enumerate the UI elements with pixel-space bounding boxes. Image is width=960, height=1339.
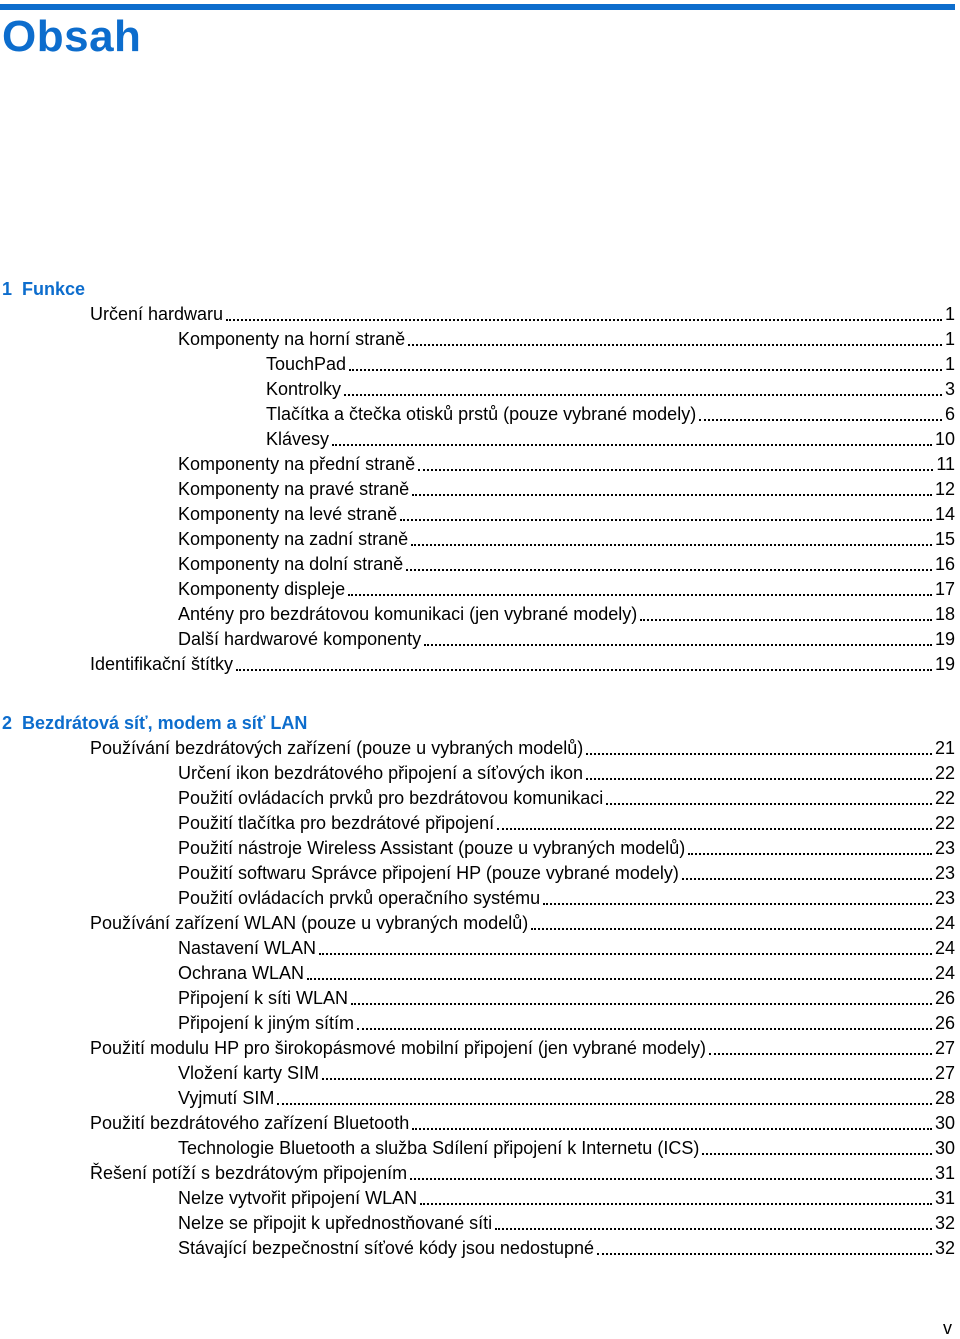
dot-leader (348, 593, 932, 596)
toc-entry-label: Komponenty displeje (178, 579, 346, 599)
toc-entry-label: Vyjmutí SIM (178, 1088, 275, 1108)
dot-leader (412, 493, 932, 496)
toc-entry-label: Řešení potíží s bezdrátovým připojením (90, 1163, 408, 1183)
toc-entry-label: Použití softwaru Správce připojení HP (pouze vybrané modely) (178, 863, 679, 883)
toc-entry[interactable] (0, 961, 955, 986)
toc-entry[interactable] (0, 402, 955, 427)
toc-entry[interactable] (0, 1086, 955, 1111)
dot-leader (400, 518, 932, 521)
toc-entry-label: Použití bezdrátového zařízení Bluetooth (90, 1113, 410, 1133)
chapter-title: Bezdrátová síť, modem a síť LAN (22, 713, 308, 733)
dot-leader (640, 618, 932, 621)
toc-entry[interactable] (0, 552, 955, 577)
toc-entry[interactable] (0, 811, 955, 836)
toc-entry-page: 10 (934, 429, 955, 449)
toc-entry-page: 12 (934, 479, 955, 499)
toc-entry-label: Stávající bezpečnostní síťové kódy jsou nedostupné (178, 1238, 595, 1258)
toc-entry-page: 22 (934, 788, 955, 808)
toc-entry-label: Komponenty na zadní straně (178, 529, 409, 549)
table-of-contents (0, 277, 955, 1261)
toc-entry[interactable] (0, 886, 955, 911)
dot-leader (351, 1002, 932, 1005)
chapter-number: 2 (2, 713, 13, 733)
toc-entry-page: 32 (934, 1213, 955, 1233)
toc-entry[interactable] (0, 302, 955, 327)
dot-leader (709, 1052, 932, 1055)
dot-leader (497, 827, 932, 830)
toc-entry-page: 1 (944, 329, 955, 349)
chapter-heading[interactable] (0, 711, 955, 736)
toc-entry-label: TouchPad (266, 354, 347, 374)
toc-entry-label: Identifikační štítky (90, 654, 234, 674)
chapter-heading[interactable] (0, 277, 955, 302)
toc-entry-page: 26 (934, 1013, 955, 1033)
toc-entry[interactable] (0, 1236, 955, 1261)
toc-entry-page: 26 (934, 988, 955, 1008)
dot-leader (349, 368, 942, 371)
toc-entry-label: Použití modulu HP pro širokopásmové mobilní připojení (jen vybrané modely) (90, 1038, 706, 1058)
toc-entry[interactable] (0, 1011, 955, 1036)
toc-entry-page: 27 (934, 1038, 955, 1058)
dot-leader (277, 1102, 932, 1105)
dot-leader (307, 977, 932, 980)
dot-leader (420, 1202, 932, 1205)
toc-entry[interactable] (0, 911, 955, 936)
dot-leader (586, 777, 932, 780)
toc-entry[interactable] (0, 452, 955, 477)
chapter-title: Funkce (22, 279, 86, 299)
toc-entry[interactable] (0, 736, 955, 761)
top-rule (0, 4, 955, 10)
toc-entry-label: Používání zařízení WLAN (pouze u vybraných modelů) (90, 913, 529, 933)
toc-entry-label: Určení ikon bezdrátového připojení a síťových ikon (178, 763, 583, 783)
toc-entry[interactable] (0, 527, 955, 552)
toc-entry[interactable] (0, 786, 955, 811)
toc-entry[interactable] (0, 1186, 955, 1211)
toc-entry[interactable] (0, 986, 955, 1011)
toc-entry-label: Použití tlačítka pro bezdrátové připojení (178, 813, 495, 833)
toc-entry-page: 23 (934, 863, 955, 883)
toc-entry-label: Vložení karty SIM (178, 1063, 320, 1083)
toc-entry-label: Nelze vytvořit připojení WLAN (178, 1188, 418, 1208)
dot-leader (412, 1127, 932, 1130)
toc-entry[interactable] (0, 861, 955, 886)
toc-entry-page: 31 (934, 1188, 955, 1208)
toc-entry-page: 24 (934, 963, 955, 983)
toc-entry-label: Použití nástroje Wireless Assistant (pouze u vybraných modelů) (178, 838, 686, 858)
toc-entry[interactable] (0, 602, 955, 627)
dot-leader (408, 343, 942, 346)
toc-entry-page: 27 (934, 1063, 955, 1083)
dot-leader (531, 927, 932, 930)
toc-entry-label: Připojení k jiným sítím (178, 1013, 355, 1033)
toc-entry[interactable] (0, 761, 955, 786)
toc-entry[interactable] (0, 1161, 955, 1186)
dot-leader (597, 1252, 932, 1255)
toc-entry[interactable] (0, 652, 955, 677)
dot-leader (411, 543, 932, 546)
dot-leader (688, 852, 932, 855)
toc-entry-label: Kontrolky (266, 379, 342, 399)
toc-entry[interactable] (0, 627, 955, 652)
toc-entry-page: 1 (944, 354, 955, 374)
toc-entry[interactable] (0, 1136, 955, 1161)
toc-entry-label: Připojení k síti WLAN (178, 988, 349, 1008)
toc-entry-label: Komponenty na přední straně (178, 454, 416, 474)
dot-leader (236, 668, 932, 671)
toc-entry-label: Tlačítka a čtečka otisků prstů (pouze vybrané modely) (266, 404, 697, 424)
toc-entry-page: 24 (934, 938, 955, 958)
toc-entry-page: 22 (934, 763, 955, 783)
toc-entry-page: 28 (934, 1088, 955, 1108)
toc-entry-label: Komponenty na pravé straně (178, 479, 410, 499)
toc-entry-label: Klávesy (266, 429, 330, 449)
toc-entry[interactable] (0, 936, 955, 961)
toc-entry[interactable] (0, 327, 955, 352)
dot-leader (702, 1152, 932, 1155)
toc-entry-page: 31 (934, 1163, 955, 1183)
toc-entry[interactable] (0, 1111, 955, 1136)
dot-leader (586, 752, 932, 755)
dot-leader (418, 468, 933, 471)
toc-entry-label: Nelze se připojit k upřednostňované síti (178, 1213, 493, 1233)
dot-leader (495, 1227, 932, 1230)
toc-entry-page: 22 (934, 813, 955, 833)
toc-entry-page: 21 (934, 738, 955, 758)
dot-leader (424, 643, 932, 646)
toc-entry-label: Komponenty na dolní straně (178, 554, 404, 574)
toc-entry-page: 3 (944, 379, 955, 399)
toc-entry-label: Technologie Bluetooth a služba Sdílení připojení k Internetu (ICS) (178, 1138, 700, 1158)
dot-leader (410, 1177, 932, 1180)
toc-entry-label: Komponenty na levé straně (178, 504, 398, 524)
toc-entry-label: Použití ovládacích prvků pro bezdrátovou komunikaci (178, 788, 604, 808)
dot-leader (699, 418, 942, 421)
page-number: v (943, 1318, 952, 1338)
toc-entry-page: 16 (934, 554, 955, 574)
toc-entry-page: 15 (934, 529, 955, 549)
toc-entry-label: Nastavení WLAN (178, 938, 317, 958)
toc-entry-page: 32 (934, 1238, 955, 1258)
page-title: Obsah (2, 12, 142, 61)
dot-leader (406, 568, 932, 571)
toc-entry[interactable] (0, 577, 955, 602)
dot-leader (606, 802, 932, 805)
toc-entry-label: Použití ovládacích prvků operačního systému (178, 888, 541, 908)
toc-entry-page: 18 (934, 604, 955, 624)
dot-leader (357, 1027, 932, 1030)
toc-entry-page: 30 (934, 1138, 955, 1158)
toc-entry[interactable] (0, 427, 955, 452)
dot-leader (226, 318, 942, 321)
toc-entry-page: 30 (934, 1113, 955, 1133)
toc-entry-page: 23 (934, 838, 955, 858)
toc-entry[interactable] (0, 477, 955, 502)
chapter-number: 1 (2, 279, 13, 299)
toc-entry[interactable] (0, 836, 955, 861)
dot-leader (682, 877, 932, 880)
toc-entry-page: 1 (944, 304, 955, 324)
dot-leader (344, 393, 942, 396)
dot-leader (322, 1077, 932, 1080)
toc-entry-label: Ochrana WLAN (178, 963, 305, 983)
toc-entry-page: 14 (934, 504, 955, 524)
toc-entry-page: 19 (934, 629, 955, 649)
toc-entry-page: 11 (936, 454, 955, 474)
toc-entry[interactable] (0, 1211, 955, 1236)
toc-entry-page: 24 (934, 913, 955, 933)
toc-entry[interactable] (0, 377, 955, 402)
toc-entry-page: 19 (934, 654, 955, 674)
dot-leader (319, 952, 932, 955)
toc-entry-label: Další hardwarové komponenty (178, 629, 422, 649)
toc-entry-label: Antény pro bezdrátovou komunikaci (jen vybrané modely) (178, 604, 638, 624)
toc-entry[interactable] (0, 1061, 955, 1086)
toc-entry[interactable] (0, 502, 955, 527)
toc-entry[interactable] (0, 352, 955, 377)
toc-entry-label: Komponenty na horní straně (178, 329, 406, 349)
toc-entry-label: Určení hardwaru (90, 304, 224, 324)
toc-entry-label: Používání bezdrátových zařízení (pouze u vybraných modelů) (90, 738, 584, 758)
toc-entry[interactable] (0, 1036, 955, 1061)
toc-entry-page: 6 (944, 404, 955, 424)
dot-leader (543, 902, 932, 905)
dot-leader (332, 443, 932, 446)
toc-entry-page: 17 (934, 579, 955, 599)
toc-entry-page: 23 (934, 888, 955, 908)
